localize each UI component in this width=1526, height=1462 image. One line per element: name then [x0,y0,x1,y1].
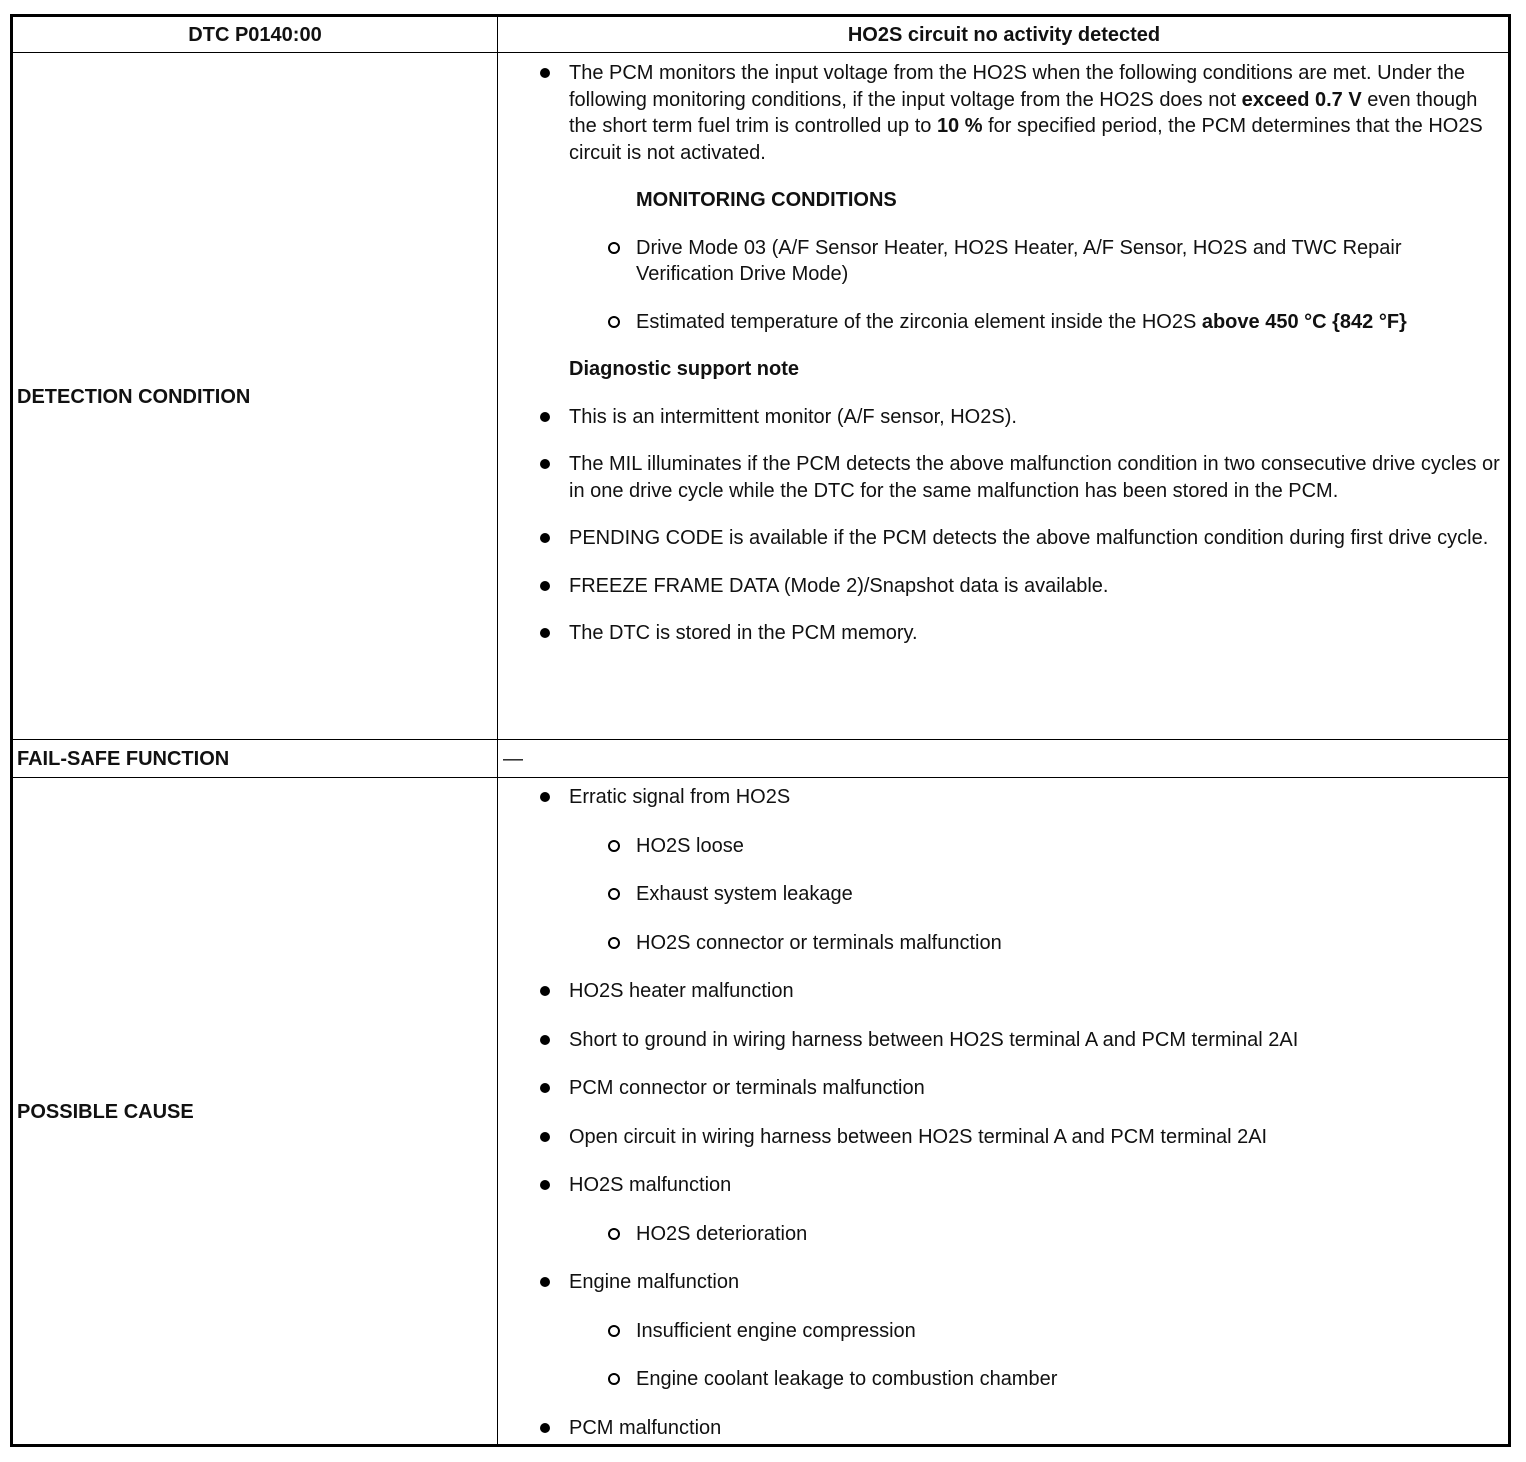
monitoring-condition-text: Drive Mode 03 (A/F Sensor Heater, HO2S Heater, A/F Sensor, HO2S and TWC Repair Verification Drive Mode) [636,236,1402,285]
fuel-trim-threshold: 10 % [936,115,983,137]
list-item [540,881,1500,908]
sub-bullet-icon [608,316,620,328]
temperature-threshold: above 450 °C {842 °F} [1201,310,1407,333]
bullet-icon [540,986,550,996]
sub-bullet-icon [608,242,620,254]
detection-intro-text: for specified period, the PCM determines that the HO2S circuit is not activated. [569,115,1483,164]
bullet-icon [540,1132,550,1142]
fail-safe-value: — [503,748,523,770]
dtc-code-header: DTC P0140:00 [188,24,322,46]
bullet-icon [540,1277,550,1287]
list-item [540,1172,1500,1199]
bullet-icon [540,792,550,802]
list-item [540,525,1500,552]
row-divider [10,739,1511,740]
diagnostic-support-note-heading: Diagnostic support note [569,358,799,380]
list-item [540,1269,1500,1296]
bullet-icon [540,1423,550,1433]
list-item [540,833,1500,860]
list-item [540,309,1500,336]
row-divider [10,777,1511,778]
cause-text: Short to ground in wiring harness between HO2S terminal A and PCM terminal 2AI [569,1028,1299,1051]
list-item [540,573,1500,600]
sub-bullet-icon [608,1228,620,1240]
bullet-icon [540,412,550,422]
bullet-icon [540,533,550,543]
list-item [540,620,1500,647]
sub-bullet-icon [608,937,620,949]
list-item [540,235,1500,288]
support-note-text: The MIL illuminates if the PCM detects the above malfunction condition in two consecutive drive cycles or in one drive cycle while the DTC for the same malfunction has been stored in the PCM. [569,453,1500,502]
possible-cause-cell [540,784,1500,1441]
list-item [540,1415,1500,1442]
support-note-text: The DTC is stored in the PCM memory. [569,622,918,644]
detection-condition-label: DETECTION CONDITION [17,386,251,408]
sub-cause-text: HO2S connector or terminals malfunction [636,931,1002,954]
bullet-icon [540,628,550,638]
dtc-title-header: HO2S circuit no activity detected [847,24,1161,46]
support-note-text: This is an intermittent monitor (A/F sensor, HO2S). [569,405,1017,428]
sub-cause-text: HO2S loose [636,834,744,857]
detection-intro-text: The PCM monitors the input voltage from the HO2S when the following conditions are met. Under the following monitoring conditions, if the input voltage from the HO2S does not [569,62,1466,111]
list-item [540,1027,1500,1054]
cause-text: Engine malfunction [569,1271,740,1293]
support-note-text: FREEZE FRAME DATA (Mode 2)/Snapshot data is available. [569,574,1109,597]
possible-cause-label: POSSIBLE CAUSE [17,1101,194,1123]
cause-text: Open circuit in wiring harness between HO2S terminal A and PCM terminal 2AI [569,1125,1268,1148]
cause-text: PCM malfunction [569,1416,722,1439]
list-item [540,1318,1500,1345]
cause-text: Erratic signal from HO2S [569,786,791,808]
list-item [540,1366,1500,1393]
sub-cause-text: Engine coolant leakage to combustion chamber [636,1368,1058,1390]
column-divider [497,14,498,1447]
voltage-threshold: exceed 0.7 V [1241,88,1362,111]
list-item [540,404,1500,431]
cause-text: HO2S malfunction [569,1174,732,1196]
sub-bullet-icon [608,888,620,900]
bullet-icon [540,1083,550,1093]
list-item [540,1075,1500,1102]
fail-safe-function-label: FAIL-SAFE FUNCTION [17,748,230,770]
sub-bullet-icon [608,1325,620,1337]
cause-text: HO2S heater malfunction [569,980,794,1002]
bullet-icon [540,581,550,591]
monitoring-condition-text: Estimated temperature of the zirconia element inside the HO2S [636,310,1202,333]
support-note-text: PENDING CODE is available if the PCM detects the above malfunction condition during first drive cycle. [569,527,1489,549]
sub-cause-text: Insufficient engine compression [636,1319,916,1342]
monitoring-conditions-heading: MONITORING CONDITIONS [636,189,897,211]
sub-cause-text: Exhaust system leakage [636,883,853,905]
list-item [540,1221,1500,1248]
list-item [540,451,1500,504]
sub-bullet-icon [608,1373,620,1385]
cause-text: PCM connector or terminals malfunction [569,1077,925,1099]
list-item [540,1124,1500,1151]
detection-condition-cell [540,60,1500,647]
bullet-icon [540,1180,550,1190]
sub-cause-text: HO2S deterioration [636,1222,808,1245]
detection-intro-text: even though the short term fuel trim is controlled up to [569,88,1478,137]
list-item [540,930,1500,957]
bullet-icon [540,68,550,78]
bullet-icon [540,459,550,469]
sub-bullet-icon [608,840,620,852]
list-item [540,978,1500,1005]
bullet-icon [540,1035,550,1045]
row-divider [10,52,1511,53]
list-item [540,784,1500,811]
list-item [540,60,1500,166]
